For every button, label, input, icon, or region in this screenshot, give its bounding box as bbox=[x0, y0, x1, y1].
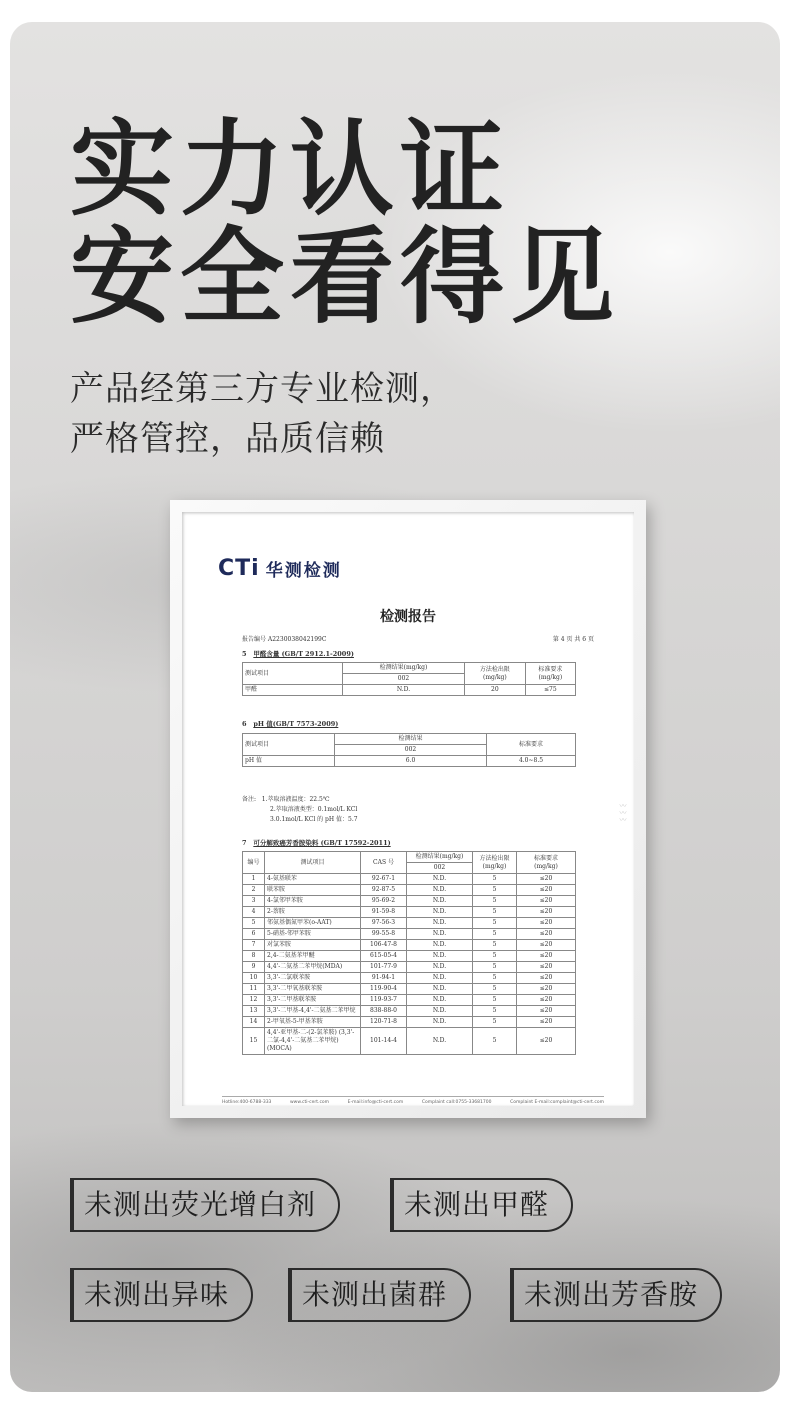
table-cell: 101-14-4 bbox=[361, 1028, 407, 1055]
table-cell: 5 bbox=[473, 896, 517, 907]
footer-hotline: Hotline:400-6788-333 bbox=[222, 1100, 272, 1105]
table-header: 测试项目 bbox=[243, 734, 335, 756]
table-header: 002 bbox=[343, 674, 465, 685]
footer-email: E-mail:info@cti-cert.com bbox=[347, 1100, 404, 1105]
table-cell: 5-硝基-邻甲苯胺 bbox=[265, 929, 361, 940]
table-cell: 15 bbox=[243, 1028, 265, 1055]
tag-label: 未测出菌群 bbox=[288, 1268, 471, 1322]
table-cell: 10 bbox=[243, 973, 265, 984]
report-meta bbox=[242, 636, 594, 644]
report-frame bbox=[170, 500, 646, 1118]
table-cell: 对氯苯胺 bbox=[265, 940, 361, 951]
table-cell: 5 bbox=[473, 984, 517, 995]
section6-number: 6 bbox=[242, 720, 247, 728]
table-cell: 联苯胺 bbox=[265, 885, 361, 896]
table-cell: 1 bbox=[243, 874, 265, 885]
table-cell: N.D. bbox=[407, 907, 473, 918]
table-cell: 4-氨基联苯 bbox=[265, 874, 361, 885]
section6-title: pH 值(GB/T 7573-2009) bbox=[253, 720, 339, 728]
table-cell: 14 bbox=[243, 1017, 265, 1028]
table-row bbox=[243, 984, 576, 995]
table-row bbox=[243, 929, 576, 940]
table-row bbox=[243, 896, 576, 907]
table-cell: 92-87-5 bbox=[361, 885, 407, 896]
table-cell: 91-94-1 bbox=[361, 973, 407, 984]
table-cell: 2 bbox=[243, 885, 265, 896]
footer-complaint-email: Complaint E-mail:complaint@cti-cert.com bbox=[510, 1100, 604, 1105]
table-row bbox=[243, 907, 576, 918]
report-document bbox=[182, 512, 634, 1106]
table-row bbox=[243, 1017, 576, 1028]
tag-label: 未测出芳香胺 bbox=[510, 1268, 722, 1322]
table-cell: 5 bbox=[473, 1017, 517, 1028]
table-header: 002 bbox=[335, 745, 487, 756]
section7-heading bbox=[242, 838, 391, 847]
report-title: 检测报告 bbox=[380, 609, 436, 625]
table-cell: N.D. bbox=[407, 973, 473, 984]
table-cell: 119-93-7 bbox=[361, 995, 407, 1006]
table-cell: N.D. bbox=[407, 874, 473, 885]
table-row bbox=[243, 940, 576, 951]
table-cell: 5 bbox=[473, 940, 517, 951]
table-cell: 4 bbox=[243, 907, 265, 918]
table-header: 测试项目 bbox=[243, 663, 343, 685]
table-cell: 5 bbox=[473, 907, 517, 918]
section6-table bbox=[242, 733, 576, 767]
tag-label: 未测出甲醛 bbox=[390, 1178, 573, 1232]
table-header: 测试项目 bbox=[265, 852, 361, 874]
table-cell: 邻氨基偶氮甲苯(o-AAT) bbox=[265, 918, 361, 929]
table-cell: 97-56-3 bbox=[361, 918, 407, 929]
table-row bbox=[243, 1028, 576, 1055]
section5-table bbox=[242, 662, 576, 696]
table-row: 甲醛 N.D. 20 ≤75 bbox=[243, 685, 576, 696]
notes-label: 备注: bbox=[242, 796, 257, 803]
table-cell: 4,4'-二氨基二苯甲烷(MDA) bbox=[265, 962, 361, 973]
table-cell: 5 bbox=[473, 929, 517, 940]
table-cell: 2-甲氧基-5-甲基苯胺 bbox=[265, 1017, 361, 1028]
table-cell: N.D. bbox=[407, 951, 473, 962]
table-cell: ≤20 bbox=[517, 885, 576, 896]
table-row bbox=[243, 874, 576, 885]
table-cell: 5 bbox=[473, 1006, 517, 1017]
seal-mark: 〰〰〰 bbox=[619, 802, 627, 823]
table-cell: 5 bbox=[473, 951, 517, 962]
table-cell: ≤20 bbox=[517, 1028, 576, 1055]
footer-divider bbox=[222, 1096, 604, 1097]
table-cell: ≤20 bbox=[517, 918, 576, 929]
table-cell: 3,3'-二甲氧基联苯胺 bbox=[265, 984, 361, 995]
table-header: 检测结果 bbox=[335, 734, 487, 745]
table-cell: 5 bbox=[473, 885, 517, 896]
logo-text: 华测检测 bbox=[265, 561, 342, 581]
table-cell: 106-47-8 bbox=[361, 940, 407, 951]
table-header: 标准要求 bbox=[487, 734, 576, 756]
table-row bbox=[243, 995, 576, 1006]
logo-mark: CTi bbox=[218, 556, 260, 581]
table-header: 编号 bbox=[243, 852, 265, 874]
table-row bbox=[243, 1006, 576, 1017]
table-row bbox=[243, 962, 576, 973]
table-cell: 11 bbox=[243, 984, 265, 995]
table-row bbox=[243, 885, 576, 896]
table-cell: N.D. bbox=[407, 940, 473, 951]
table-row: pH 值 6.0 4.0~8.5 bbox=[243, 756, 576, 767]
table-header: 检测结果(mg/kg) bbox=[343, 663, 465, 674]
table-cell: 4-氯邻甲苯胺 bbox=[265, 896, 361, 907]
section7-title: 可分解致癌芳香胺染料 (GB/T 17592-2011) bbox=[253, 839, 391, 847]
table-header: CAS 号 bbox=[361, 852, 407, 874]
page-info: 第 4 页 共 6 页 bbox=[552, 636, 594, 643]
report-notes bbox=[242, 795, 358, 825]
subheadline-line1: 产品经第三方专业检测， bbox=[70, 369, 455, 409]
section7-number: 7 bbox=[242, 839, 247, 847]
section5-title: 甲醛含量 (GB/T 2912.1-2009) bbox=[253, 650, 354, 658]
table-cell: ≤20 bbox=[517, 896, 576, 907]
table-cell: ≤20 bbox=[517, 984, 576, 995]
table-header: 方法检出限 (mg/kg) bbox=[473, 852, 517, 874]
tag-no-formaldehyde bbox=[390, 1178, 573, 1232]
table-cell: 92-67-1 bbox=[361, 874, 407, 885]
table-cell: ≤20 bbox=[517, 907, 576, 918]
footer-web: www.cti-cert.com bbox=[290, 1100, 330, 1105]
table-cell: 3,3'-二氯联苯胺 bbox=[265, 973, 361, 984]
table-cell: 7 bbox=[243, 940, 265, 951]
table-cell: 2,4-二氨基苯甲醚 bbox=[265, 951, 361, 962]
background-card bbox=[10, 22, 780, 1392]
tag-label: 未测出荧光增白剂 bbox=[70, 1178, 340, 1232]
table-cell: N.D. bbox=[407, 1017, 473, 1028]
cti-logo bbox=[218, 556, 342, 581]
table-cell: 3,3'-二甲基-4,4'-二氨基二苯甲烷 bbox=[265, 1006, 361, 1017]
headline-line1: 实力认证 bbox=[70, 108, 511, 230]
table-cell: N.D. bbox=[407, 984, 473, 995]
table-cell: N.D. bbox=[407, 962, 473, 973]
table-cell: 615-05-4 bbox=[361, 951, 407, 962]
tag-no-aromatic-amines bbox=[510, 1268, 722, 1322]
footer-complaint: Complaint call:0755-33681700 bbox=[421, 1100, 492, 1105]
table-cell: ≤20 bbox=[517, 995, 576, 1006]
table-cell: ≤20 bbox=[517, 929, 576, 940]
table-cell: 5 bbox=[243, 918, 265, 929]
tag-label: 未测出异味 bbox=[70, 1268, 253, 1322]
table-cell: 6 bbox=[243, 929, 265, 940]
table-cell: N.D. bbox=[407, 896, 473, 907]
headline-line2: 安全看得见 bbox=[70, 216, 621, 338]
table-cell: N.D. bbox=[407, 1006, 473, 1017]
table-cell: 5 bbox=[473, 973, 517, 984]
table-cell: N.D. bbox=[407, 918, 473, 929]
tag-no-bacteria bbox=[288, 1268, 471, 1322]
table-cell: ≤20 bbox=[517, 951, 576, 962]
tag-no-fluorescent-brightener bbox=[70, 1178, 340, 1232]
table-cell: 3 bbox=[243, 896, 265, 907]
table-cell: 120-71-8 bbox=[361, 1017, 407, 1028]
table-header: 002 bbox=[407, 863, 473, 874]
report-number: 报告编号 A2230038042199C bbox=[242, 636, 327, 643]
notes-line: 2.萃取溶液类型：0.1mol/L KCl bbox=[270, 806, 358, 813]
table-cell: 9 bbox=[243, 962, 265, 973]
section5-heading bbox=[242, 649, 354, 658]
table-cell: 5 bbox=[473, 918, 517, 929]
table-cell: 5 bbox=[473, 874, 517, 885]
table-row bbox=[243, 951, 576, 962]
table-cell: 8 bbox=[243, 951, 265, 962]
notes-line: 1.萃取溶液温度：22.5℃ bbox=[261, 796, 330, 803]
table-cell: 3,3'-二甲基联苯胺 bbox=[265, 995, 361, 1006]
table-cell: ≤20 bbox=[517, 940, 576, 951]
table-cell: 101-77-9 bbox=[361, 962, 407, 973]
subheadline-line2: 严格管控，品质信赖 bbox=[70, 419, 385, 459]
table-cell: 838-88-0 bbox=[361, 1006, 407, 1017]
table-cell: 12 bbox=[243, 995, 265, 1006]
report-footer bbox=[222, 1100, 604, 1105]
table-cell: 99-55-8 bbox=[361, 929, 407, 940]
table-header: 标准要求 (mg/kg) bbox=[525, 663, 575, 685]
table-cell: ≤20 bbox=[517, 874, 576, 885]
section7-table bbox=[242, 851, 576, 1055]
section5-number: 5 bbox=[242, 650, 247, 658]
table-cell: ≤20 bbox=[517, 973, 576, 984]
table-cell: 91-59-8 bbox=[361, 907, 407, 918]
table-header: 方法检出限 (mg/kg) bbox=[465, 663, 526, 685]
table-cell: N.D. bbox=[407, 1028, 473, 1055]
table-cell: ≤20 bbox=[517, 1017, 576, 1028]
table-row bbox=[243, 918, 576, 929]
table-cell: 2-萘胺 bbox=[265, 907, 361, 918]
table-cell: 13 bbox=[243, 1006, 265, 1017]
table-cell: N.D. bbox=[407, 995, 473, 1006]
table-cell: 119-90-4 bbox=[361, 984, 407, 995]
tag-no-odor bbox=[70, 1268, 253, 1322]
table-cell: 5 bbox=[473, 995, 517, 1006]
table-cell: 4,4'-亚甲基-二-(2-氯苯胺) (3,3'-二氯-4,4'-二氨基二苯甲烷) (MOCA) bbox=[265, 1028, 361, 1055]
notes-line: 3.0.1mol/L KCl 的 pH 值：5.7 bbox=[270, 816, 358, 823]
table-cell: 5 bbox=[473, 962, 517, 973]
table-cell: N.D. bbox=[407, 885, 473, 896]
table-cell: 95-69-2 bbox=[361, 896, 407, 907]
table-cell: ≤20 bbox=[517, 962, 576, 973]
table-row bbox=[243, 973, 576, 984]
table-header: 标准要求 (mg/kg) bbox=[517, 852, 576, 874]
table-cell: ≤20 bbox=[517, 1006, 576, 1017]
section6-heading bbox=[242, 719, 338, 728]
table-cell: 5 bbox=[473, 1028, 517, 1055]
table-cell: N.D. bbox=[407, 929, 473, 940]
table-header: 检测结果(mg/kg) bbox=[407, 852, 473, 863]
